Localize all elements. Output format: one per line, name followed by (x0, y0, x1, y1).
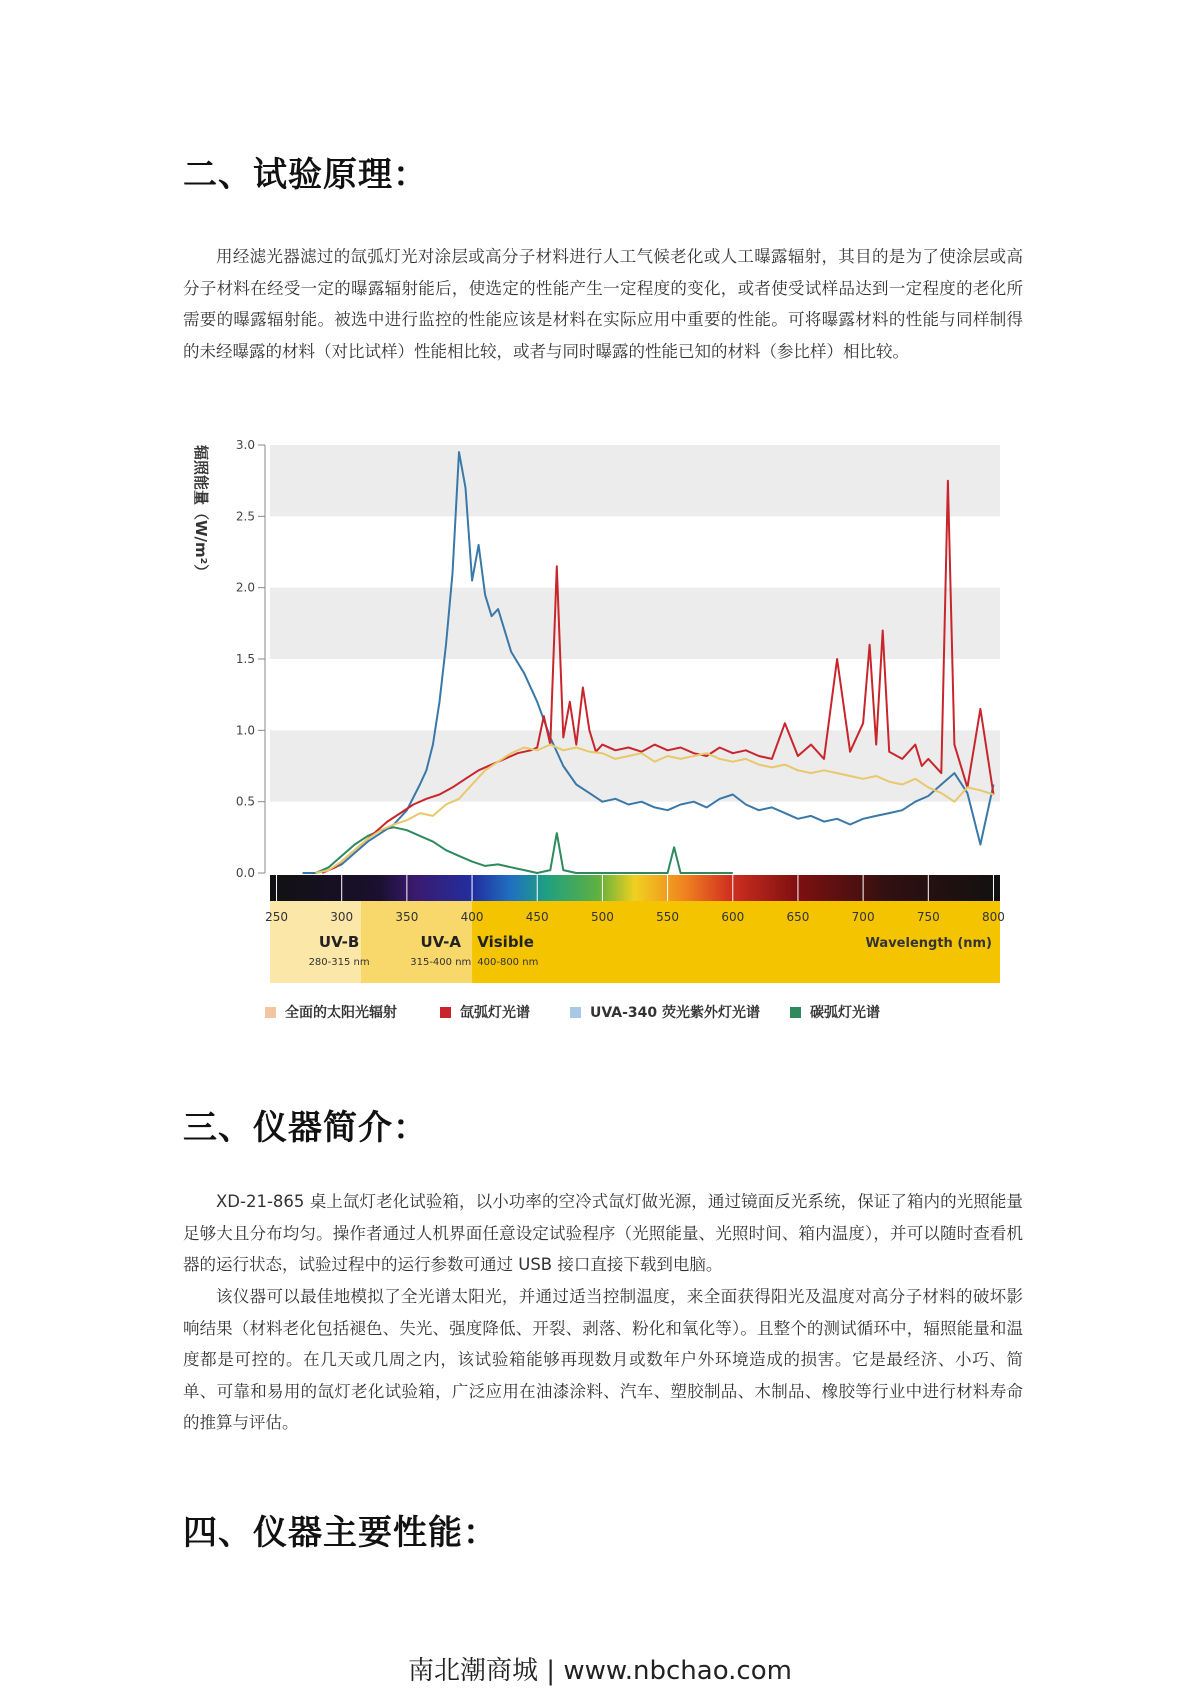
x-tick-label: 750 (916, 910, 940, 924)
legend-label: 全面的太阳光辐射 (285, 1005, 397, 1021)
site-footer: 南北潮商城 | www.nbchao.com (408, 1656, 792, 1686)
legend-swatch (790, 1007, 801, 1018)
band-name: Visible (477, 933, 534, 951)
band-range: 280-315 nm (308, 957, 370, 968)
legend-label: 氙弧灯光谱 (460, 1005, 530, 1021)
y-tick-label: 0.5 (235, 794, 255, 809)
legend-swatch (570, 1007, 581, 1018)
y-tick-label: 2.5 (235, 509, 255, 524)
legend-label: UVA-340 荧光紫外灯光谱 (590, 1005, 760, 1021)
x-tick-label: 700 (851, 910, 875, 924)
band-range: 315-400 nm (410, 957, 472, 968)
x-tick-label: 350 (395, 910, 419, 924)
band-name: UV-B (318, 933, 360, 951)
spectrum-chart-svg (190, 425, 1010, 1050)
x-tick-label: 650 (786, 910, 810, 924)
section-heading-intro: 三、仪器简介： (183, 1108, 428, 1148)
section-heading-performance: 四、仪器主要性能： (183, 1513, 498, 1553)
section-heading-principle: 二、试验原理： (183, 155, 428, 195)
spectrum-bar (270, 875, 1000, 901)
y-tick-label: 2.0 (235, 580, 255, 595)
x-tick-label: 450 (525, 910, 549, 924)
y-tick-label: 1.0 (235, 723, 255, 738)
y-axis-label: 辐照能量（W/m²） (192, 445, 210, 580)
x-tick-label: 300 (330, 910, 354, 924)
grid-band (270, 588, 1000, 659)
y-tick-label: 1.5 (235, 652, 255, 666)
intro-paragraph-1: XD-21-865 桌上氙灯老化试验箱，以小功率的空冷式氙灯做光源，通过镜面反光系统，保证了箱内的光照能量足够大且分布均匀。操作者通过人机界面任意设定试验程序（光照能量、光照时间、箱内温度），并可以随时查看机器的运行状态，试验过程中的运行参数可通过 USB 接口直接下载到电脑。 (183, 1192, 1023, 1274)
legend-swatch (440, 1007, 451, 1018)
x-axis-label: Wavelength (nm) (865, 936, 992, 951)
grid-band (270, 445, 1000, 516)
y-tick-label: 0.0 (235, 866, 255, 880)
x-tick-label: 600 (721, 910, 745, 924)
x-tick-label: 500 (590, 910, 614, 924)
x-tick-label: 250 (265, 910, 288, 924)
legend-label: 碳弧灯光谱 (810, 1005, 880, 1021)
band-name: UV-A (420, 933, 462, 951)
principle-paragraph: 用经滤光器滤过的氙弧灯光对涂层或高分子材料进行人工气候老化或人工曝露辐射，其目的是为了使涂层或高分子材料在经受一定的曝露辐射能后，使选定的性能产生一定程度的变化，或者使受试样品达到一定程度的老化所需要的曝露辐射能。被选中进行监控的性能应该是材料在实际应用中重要的性能。可将曝露材料的性能与同样制得的未经曝露的材料（对比试样）性能相比较，或者与同时曝露的性能已知的材料（参比样）相比较。 (183, 247, 1023, 361)
spectrum-chart (190, 425, 1010, 1050)
legend-swatch (265, 1007, 276, 1018)
band-range: 400-800 nm (477, 957, 539, 968)
x-tick-label: 400 (460, 910, 484, 924)
intro-paragraph-2: 该仪器可以最佳地模拟了全光谱太阳光，并通过适当控制温度，来全面获得阳光及温度对高分子材料的破坏影响结果（材料老化包括褪色、失光、强度降低、开裂、剥落、粉化和氧化等）。且整个的测试循环中，辐照能量和温度都是可控的。在几天或几周之内，该试验箱能够再现数月或数年户外环境造成的损害。它是最经济、小巧、简单、可靠和易用的氙灯老化试验箱，广泛应用在油漆涂料、汽车、塑胶制品、木制品、橡胶等行业中进行材料寿命的推算与评估。 (183, 1287, 1023, 1432)
y-tick-label: 3.0 (235, 438, 255, 452)
x-tick-label: 800 (982, 910, 1005, 924)
x-tick-label: 550 (656, 910, 680, 924)
grid-band (270, 730, 1000, 801)
